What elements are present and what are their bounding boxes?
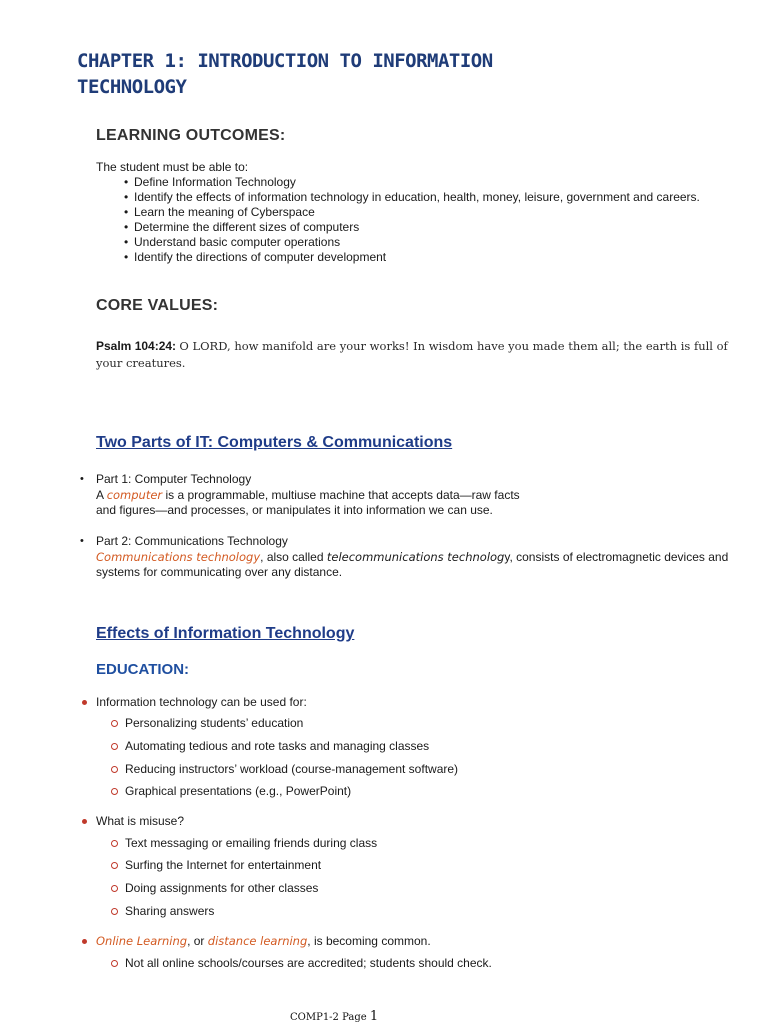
circle-bullet-icon — [111, 743, 118, 750]
list-item — [124, 250, 700, 265]
text: , is becoming common. — [307, 934, 431, 948]
list-item-text: Surfing the Internet for entertainment — [125, 858, 322, 872]
bullet-icon — [82, 700, 87, 705]
list-item — [124, 235, 700, 250]
bullet-icon: • — [124, 190, 129, 204]
circle-bullet-icon — [111, 840, 118, 847]
list-item-text: Reducing instructors’ workload (course-management software) — [125, 762, 459, 776]
circle-bullet-icon — [111, 908, 118, 915]
list-item — [125, 904, 214, 919]
effects-heading: Effects of Information Technology — [96, 625, 355, 642]
chapter-title-line-2: TECHNOLOGY — [77, 76, 187, 98]
bullet-icon: • — [80, 473, 84, 485]
list-item — [124, 190, 700, 205]
part-2-title: Part 2: Communications Technology — [96, 534, 288, 548]
list-item — [125, 716, 303, 731]
circle-bullet-icon — [111, 788, 118, 795]
list-item — [124, 205, 700, 220]
list-item-text: Identify the effects of information technology in education, health, money, leisure, government and careers. — [134, 190, 700, 204]
circle-bullet-icon — [111, 885, 118, 892]
list-item-text: Not all online schools/courses are accredited; students should check. — [125, 956, 492, 970]
chapter-title-line-1: CHAPTER 1: INTRODUCTION TO INFORMATION — [77, 50, 493, 72]
list-item — [125, 836, 377, 851]
part-2-definition — [96, 550, 746, 566]
list-item-text: Personalizing students’ education — [125, 716, 304, 730]
text: , consists of electromagnetic devices and — [509, 549, 729, 564]
term-distance-learning: distance learning — [207, 934, 308, 948]
term-computer: computer — [106, 487, 163, 502]
core-values-heading: CORE VALUES: — [96, 297, 219, 314]
list-item-text: Define Information Technology — [134, 175, 296, 189]
list-item — [96, 934, 431, 949]
list-item — [124, 220, 700, 235]
education-heading: EDUCATION: — [96, 661, 190, 678]
footer-label: COMP1-2 Page — [290, 1012, 367, 1023]
list-item — [124, 175, 700, 190]
list-item-text: Text messaging or emailing friends during class — [125, 836, 378, 850]
list-item-text: Sharing answers — [125, 904, 215, 918]
text: is a programmable, multiuse machine that accepts data—raw facts — [162, 487, 520, 502]
list-item-text: Identify the directions of computer development — [134, 250, 387, 264]
chapter-title — [77, 48, 677, 100]
part-1-definition — [96, 488, 746, 504]
part-1-title: Part 1: Computer Technology — [96, 472, 252, 486]
bullet-icon: • — [124, 235, 129, 249]
circle-bullet-icon — [111, 862, 118, 869]
uses-intro: Information technology can be used for: — [96, 695, 307, 709]
learning-outcomes-heading: LEARNING OUTCOMES: — [96, 127, 286, 144]
text: y — [504, 549, 510, 564]
list-item — [96, 695, 307, 710]
learning-outcomes-intro: The student must be able to: — [96, 160, 249, 174]
part-1-definition-cont: and figures—and processes, or manipulates it into information we can use. — [96, 503, 493, 517]
psalm-quote — [96, 338, 746, 372]
list-item-text: Understand basic computer operations — [134, 235, 341, 249]
list-item — [125, 739, 429, 754]
psalm-verse: O LORD, how manifold are your works! In wisdom have you made them all; the earth is full of your creatures. — [96, 339, 728, 370]
term-communications-technology: Communications technology — [96, 549, 261, 564]
part-2-block — [80, 534, 746, 581]
list-item — [96, 814, 184, 829]
bullet-icon: • — [124, 175, 129, 189]
list-item — [125, 762, 458, 777]
bullet-icon: • — [124, 205, 129, 219]
text: , also called — [260, 549, 327, 564]
bullet-icon: • — [124, 220, 129, 234]
text: , or — [187, 934, 208, 948]
bullet-icon — [82, 939, 87, 944]
bullet-icon — [82, 819, 87, 824]
list-item — [125, 881, 318, 896]
circle-bullet-icon — [111, 766, 118, 773]
page-number: 1 — [369, 1009, 379, 1024]
part-1-block — [80, 472, 746, 519]
list-item — [125, 858, 321, 873]
page-footer — [290, 1009, 378, 1024]
list-item — [125, 784, 351, 799]
psalm-reference: Psalm 104:24: — [96, 339, 177, 353]
list-item-text: Determine the different sizes of computers — [134, 220, 360, 234]
circle-bullet-icon — [111, 960, 118, 967]
list-item-text: Automating tedious and rote tasks and managing classes — [125, 739, 430, 753]
term-online-learning: Online Learning — [96, 934, 188, 948]
circle-bullet-icon — [111, 720, 118, 727]
term-telecommunications-technology: telecommunications technolog — [326, 549, 505, 564]
list-item-text: Graphical presentations (e.g., PowerPoint) — [125, 784, 352, 798]
bullet-icon: • — [80, 535, 84, 547]
two-parts-heading: Two Parts of IT: Computers & Communications — [96, 434, 453, 451]
misuse-intro: What is misuse? — [96, 814, 185, 828]
text: A — [96, 487, 107, 502]
list-item-text: Doing assignments for other classes — [125, 881, 319, 895]
list-item-text: Learn the meaning of Cyberspace — [134, 205, 315, 219]
part-2-definition-cont: systems for communicating over any distance. — [96, 565, 343, 579]
bullet-icon: • — [124, 250, 129, 264]
list-item — [125, 956, 492, 971]
learning-outcomes-list — [124, 175, 700, 265]
